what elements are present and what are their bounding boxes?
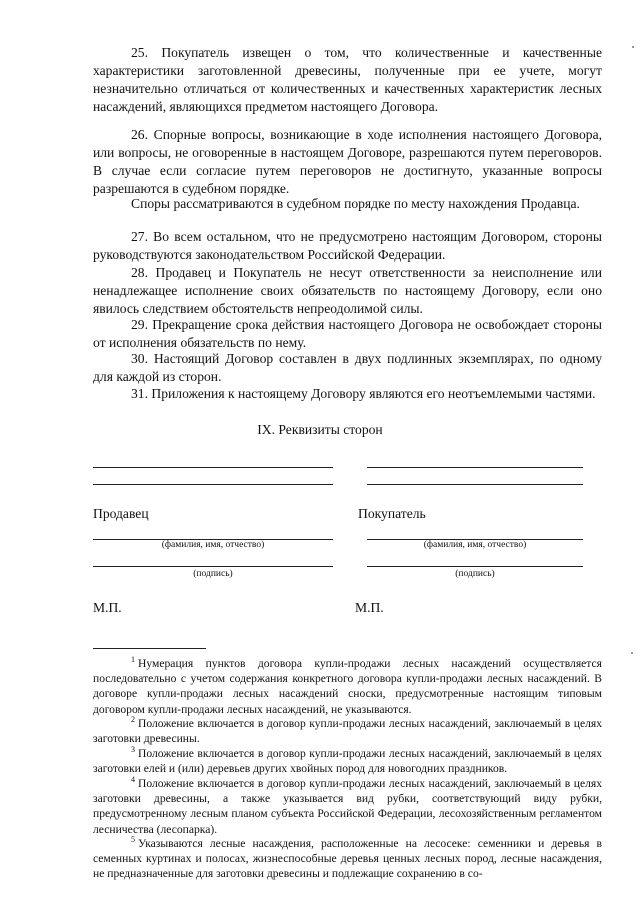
footnote-3-text: Положение включается в договор купли-продажи лесных насаждений, заключаемый в целях заготовки елей и (или) деревьев других хвойных пород для новогодних праздников.: [93, 746, 602, 776]
seller-requisites-line-2: [93, 484, 333, 485]
footnote-2-text: Положение включается в договор купли-продажи лесных насаждений, заключаемый в целях заготовки древесины.: [93, 716, 602, 746]
paragraph-disputes: Споры рассматриваются в судебном порядке по месту нахождения Продавца.: [131, 196, 580, 211]
footnote-1: [93, 652, 602, 717]
buyer-label: Покупатель: [358, 506, 426, 521]
paragraph-31: 31. Приложения к настоящему Договору являются его неотъемлемыми частями.: [131, 386, 596, 401]
footnote-5-text: Указываются лесные насаждения, расположенные на лесосеке: семенники и деревья в семенных куртинах и полосах, жизнеспособные деревья ценных лесных пород, лесные насаждения, не предназначенные для заготовки древесины и подлежащие сохранению в со-: [93, 836, 602, 881]
paragraph-28: 28. Продавец и Покупатель не несут ответственности за неисполнение или ненадлежащее исполнение своих обязательств по настоящему Договору, если оно явилось следствием обстоятельств непреодолимой силы.: [93, 265, 602, 316]
section-heading: IX. Реквизиты сторон: [257, 422, 383, 437]
seller-stamp: М.П.: [93, 600, 122, 615]
scan-speck: [631, 652, 633, 654]
buyer-signature-line: [367, 566, 583, 567]
buyer-stamp: М.П.: [355, 600, 384, 615]
seller-signature-caption: (подпись): [193, 569, 233, 579]
footnote-1-number: 1: [131, 655, 135, 664]
buyer-signature-caption: (подпись): [455, 569, 495, 579]
buyer-requisites-line-1: [367, 467, 583, 468]
paragraph-26: 26. Спорные вопросы, возникающие в ходе исполнения настоящего Договора, или вопросы, не оговоренные в настоящем Договоре, разрешаются путем переговоров. В случае если согласие путем переговоров не достигнуто, указанные вопросы разрешаются в судебном порядке.: [93, 127, 602, 196]
paragraph-25: 25. Покупатель извещен о том, что количественные и качественные характеристики заготовленной древесины, полученные при ее учете, могут незначительно отличаться от количественных и качественных характеристик лесных насаждений, являющихся предметом настоящего Договора.: [93, 45, 602, 114]
footnote-4-number: 4: [131, 775, 135, 784]
paragraph-27: 27. Во всем остальном, что не предусмотрено настоящим Договором, стороны руководствуются законодательством Российской Федерации.: [93, 229, 602, 262]
footnote-5-number: 5: [131, 835, 135, 844]
footnote-3-number: 3: [131, 745, 135, 754]
buyer-name-caption: (фамилия, имя, отчество): [423, 540, 527, 550]
footnote-4-text: Положение включается в договор купли-продажи лесных насаждений, заключаемый в целях заготовки древесины, а также указывается вид рубки, соответствующий виду рубки, предусмотренному лесным планом субъекта Российской Федерации, лесохозяйственным регламентом лесничества (лесопарка).: [93, 776, 602, 836]
footnote-separator: [93, 648, 206, 649]
footnote-2-number: 2: [131, 715, 135, 724]
scan-speck: [632, 46, 634, 48]
buyer-requisites-line-2: [367, 484, 583, 485]
seller-name-caption: (фамилия, имя, отчество): [161, 540, 265, 550]
paragraph-30: 30. Настоящий Договор составлен в двух подлинных экземплярах, по одному для каждой из сторон.: [93, 351, 602, 384]
footnote-5: [93, 832, 602, 882]
paragraph-29: 29. Прекращение срока действия настоящего Договора не освобождает стороны от исполнения обязательств по нему.: [93, 317, 602, 350]
seller-requisites-line-1: [93, 467, 333, 468]
seller-signature-line: [93, 566, 333, 567]
footnote-1-text: Нумерация пунктов договора купли-продажи лесных насаждений осуществляется последовательно с учетом содержания конкретного договора купли-продажи лесных насаждений. В договоре купли-продажи лесных насаждений сноски, предусмотренные настоящим типовым договором купли-продажи лесных насаждений, не указываются.: [93, 656, 602, 716]
footnote-4: [93, 772, 602, 837]
seller-label: Продавец: [93, 506, 149, 521]
